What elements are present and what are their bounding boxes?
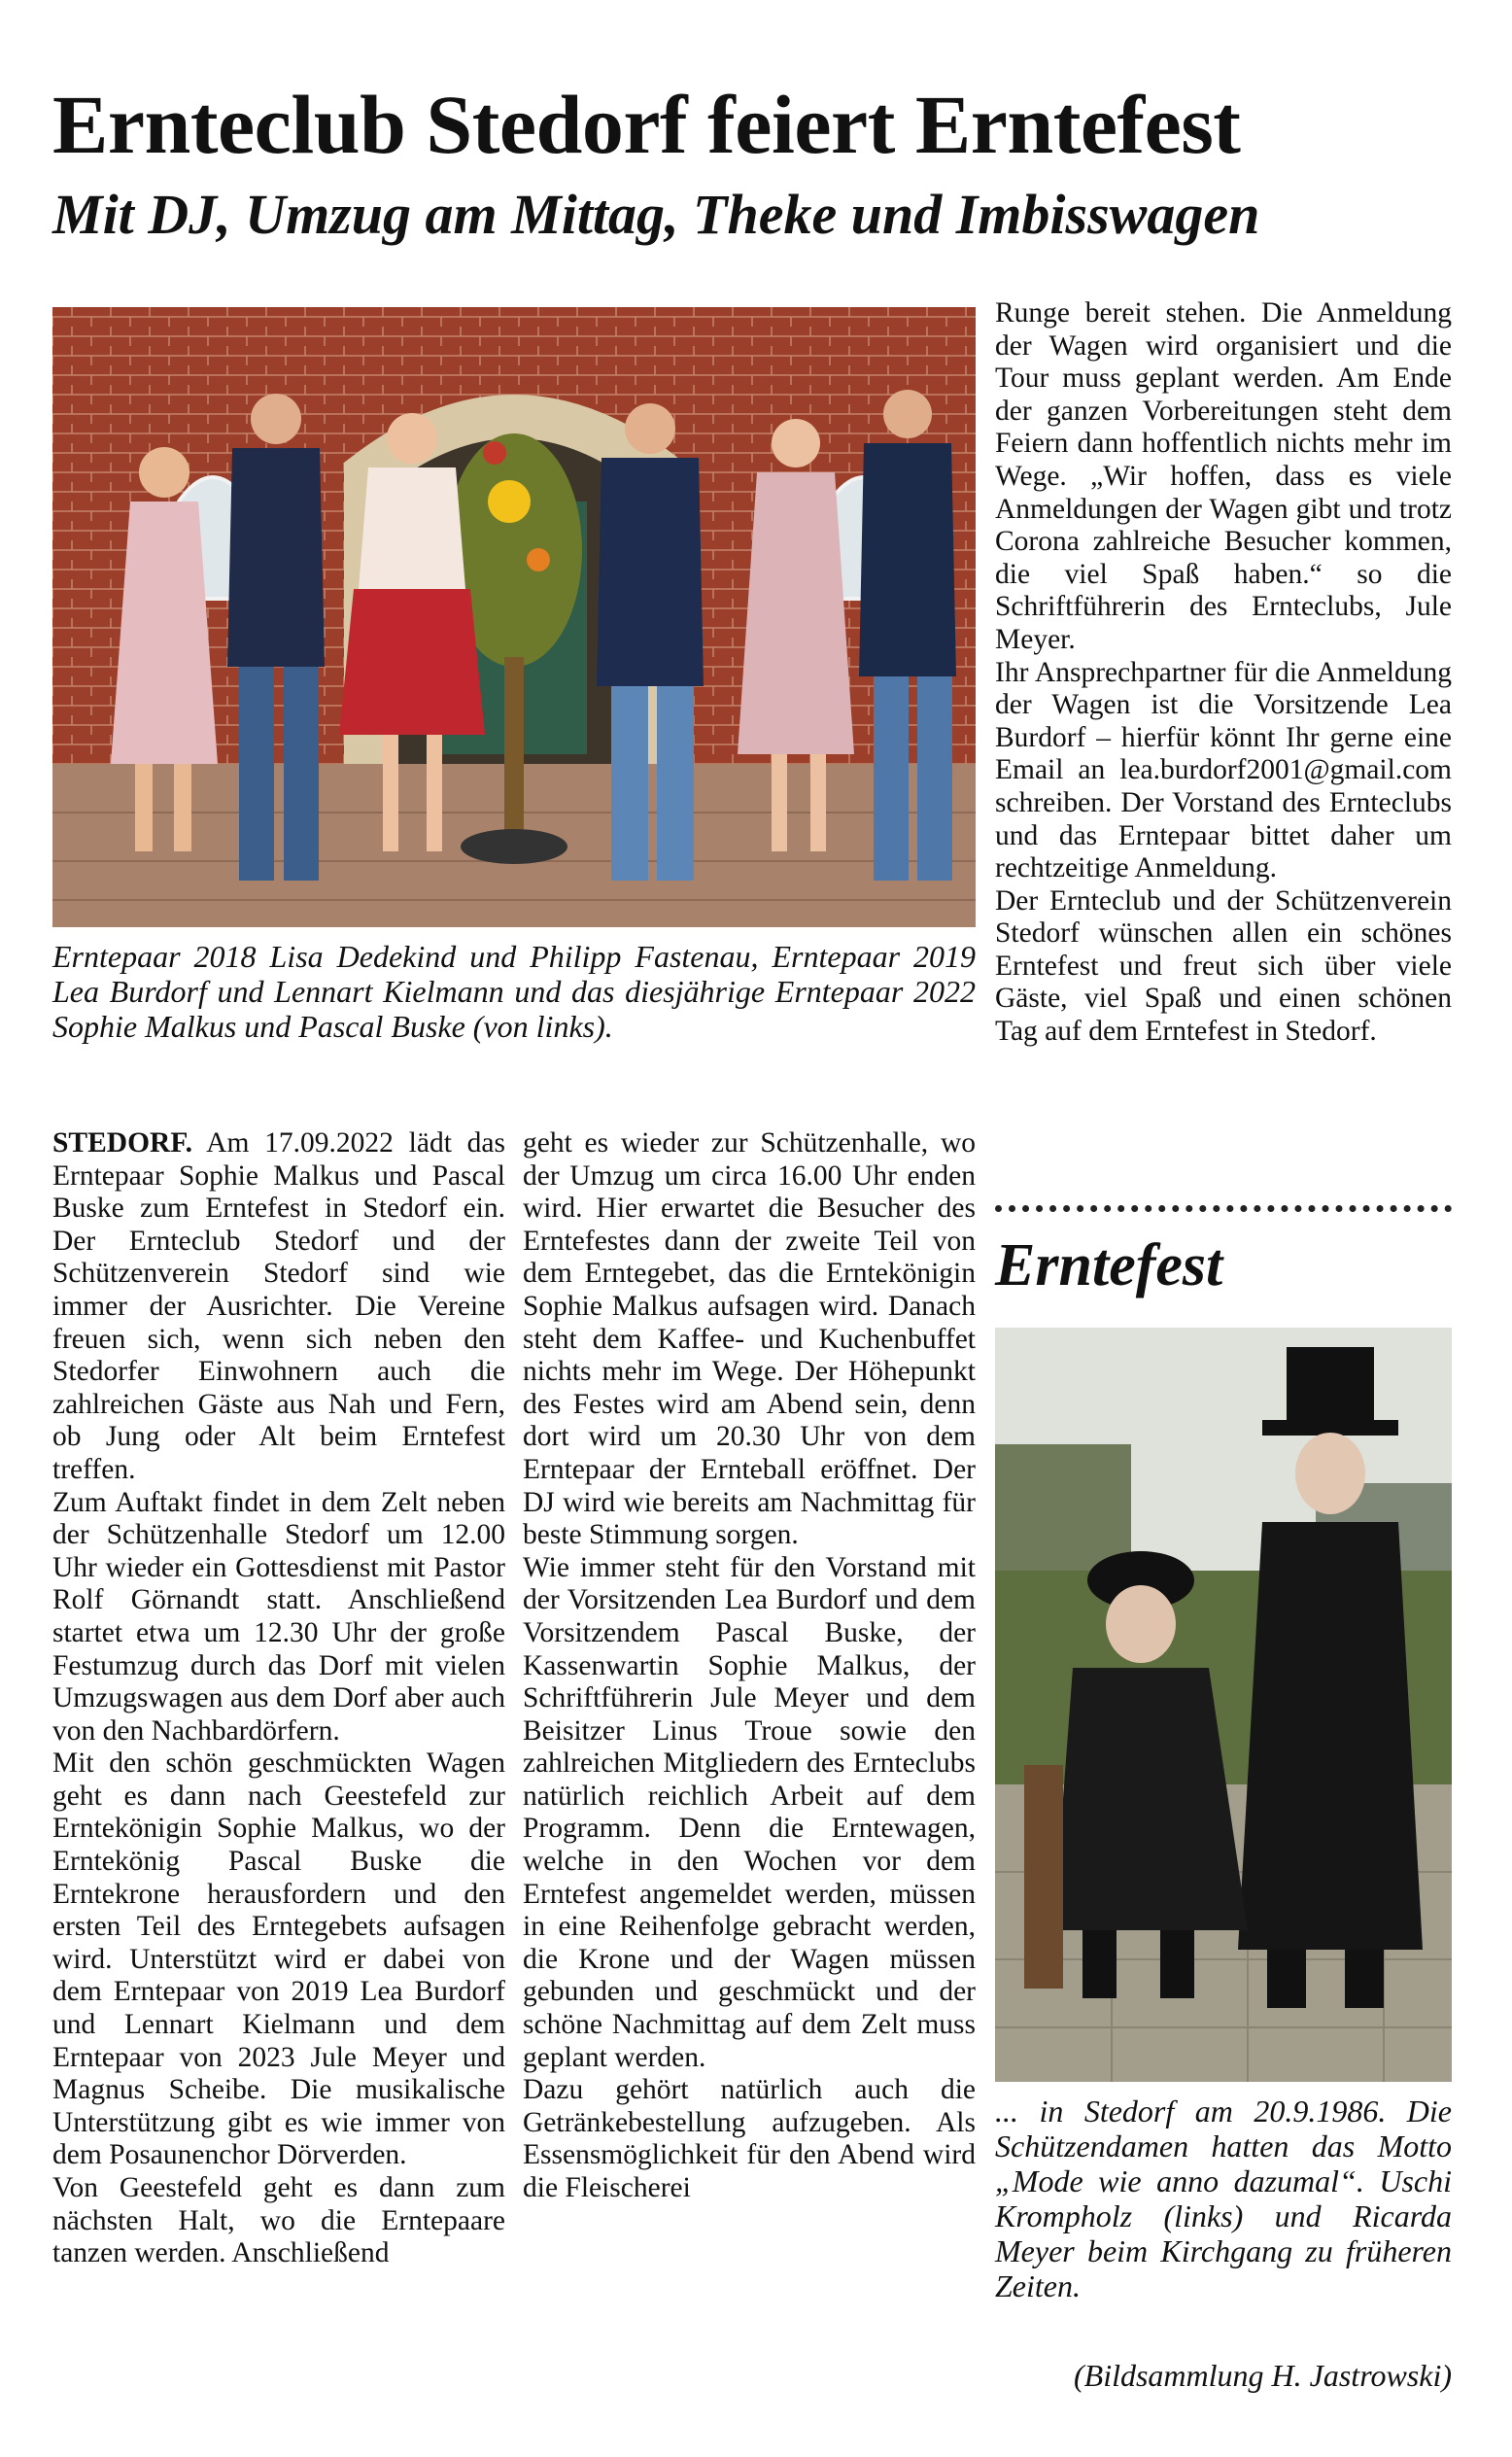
article-paragraph: Der Ernteclub und der Schützenverein Stedorf wünschen allen ein schönes Erntefest und freut sich über viele Gäste, viel Spaß und einen schönen Tag auf dem Erntefest in Stedorf. <box>995 884 1452 1048</box>
article-paragraph: Von Geestefeld geht es dann zum nächsten Halt, wo die Erntepaare tanzen werden. Anschließend <box>52 2172 505 2269</box>
dateline: STEDORF. <box>52 1127 192 1159</box>
article-paragraph: geht es wieder zur Schützenhalle, wo der Umzug um circa 16.00 Uhr enden wird. Hier erwartet die Besucher des Erntefestes dann der zweite Teil von dem Erntegebet, das die Erntekönigin Sophie Malkus aufsagen wird. Danach steht dem Kaffee- und Kuchenbuffet nichts mehr im Wege. Der Höhepunkt des Festes wird am Abend sein, denn dort wird um 20.30 Uhr von dem Erntepaar der Ernteball eröffnet. Der DJ wird wie bereits am Nachmittag für beste Stimmung sorgen. <box>523 1127 976 1551</box>
article-paragraph: Wie immer steht für den Vorstand mit der Vorsitzenden Lea Burdorf und dem Vorsitzendem Pascal Buske, der Kassenwartin Sophie Malkus, der Schriftführerin Jule Meyer und dem Beisitzer Linus Troue sowie den zahlreichen Mitgliedern des Ernteclubs natürlich reichlich Arbeit auf dem Programm. Denn die Erntewagen, welche in den Wochen vor dem Erntefest angemeldet werden, müssen in eine Reihenfolge gebracht werden, die Krone und der Wagen müssen gebunden und geschmückt und der schöne Nachmittag auf dem Zelt muss geplant werden. <box>523 1551 976 2073</box>
main-photo <box>52 307 976 927</box>
article-column-2 <box>523 1127 976 2205</box>
main-photo-caption: Erntepaar 2018 Lisa Dedekind und Philipp Fastenau, Erntepaar 2019 Lea Burdorf und Lennart Kielmann und das diesjährige Erntepaar 2022 Sophie Malkus und Pascal Buske (von links). <box>52 939 976 1044</box>
article-paragraph: Runge bereit stehen. Die Anmeldung der Wagen wird organisiert und die Tour muss geplant werden. Am Ende der ganzen Vorbereitungen steht dem Feiern dann hoffentlich nichts mehr im Wege. „Wir hoffen, dass es viele Anmeldungen der Wagen gibt und trotz Corona zahlreiche Besucher kommen, die viel Spaß haben.“ so die Schriftführerin des Ernteclubs, Jule Meyer. <box>995 297 1452 655</box>
sidebar-title: Erntefest <box>995 1232 1223 1298</box>
subheadline: Mit DJ, Umzug am Mittag, Theke und Imbisswagen <box>52 183 1260 246</box>
article-paragraph: Mit den schön geschmückten Wagen geht es dann nach Geestefeld zur Erntekönigin Sophie Malkus, wo der Erntekönig Pascal Buske die Erntekrone herausfordern und den ersten Teil des Erntegebets aufsagen wird. Unterstützt wird er dabei von dem Erntepaar von 2019 Lea Burdorf und Lennart Kielmann und dem Erntepaar von 2023 Jule Meyer und Magnus Scheibe. Die musikalische Unterstützung gibt es wie immer von dem Posaunenchor Dörverden. <box>52 1748 505 2171</box>
article-paragraph: Am 17.09.2022 lädt das Erntepaar Sophie Malkus und Pascal Buske zum Erntefest in Stedorf ein. Der Ernteclub Stedorf und der Schützenverein Stedorf sind wie immer der Ausrichter. Die Vereine freuen sich, wenn sich neben den Stedorfer Einwohnern auch die zahlreichen Gäste aus Nah und Fern, ob Jung oder Alt beim Erntefest treffen. <box>52 1127 505 1485</box>
historic-photo <box>995 1328 1452 2082</box>
photo-credit: (Bildsammlung H. Jastrowski) <box>1073 2358 1452 2393</box>
article-paragraph: Dazu gehört natürlich auch die Getränkebestellung aufzugeben. Als Essensmöglichkeit für den Abend wird die Fleischerei <box>523 2074 976 2203</box>
historic-photo-caption: ... in Stedorf am 20.9.1986. Die Schützendamen hatten das Motto „Mode wie anno dazumal“. Uschi Krompholz (links) und Ricarda Meyer beim Kirchgang zu früheren Zeiten. <box>995 2094 1452 2303</box>
headline: Ernteclub Stedorf feiert Erntefest <box>52 78 1241 171</box>
article-paragraph: Ihr Ansprechpartner für die Anmeldung der Wagen ist die Vorsitzende Lea Burdorf – hierfür könnt Ihr gerne eine Email an lea.burdorf2001@gmail.com schreiben. Der Vorstand des Ernteclubs und das Erntepaar bittet daher um rechtzeitige Anmeldung. <box>995 656 1452 884</box>
dotted-divider <box>995 1205 1452 1212</box>
article-column-1 <box>52 1127 505 2270</box>
article-paragraph: Zum Auftakt findet in dem Zelt neben der Schützenhalle Stedorf um 12.00 Uhr wieder ein Gottesdienst mit Pastor Rolf Görnandt statt. Anschließend startet etwa um 12.30 Uhr der große Festumzug durch das Dorf mit vielen Umzugswagen aus dem Dorf aber auch von den Nachbardörfern. <box>52 1486 505 1747</box>
article-column-3 <box>995 297 1452 1049</box>
